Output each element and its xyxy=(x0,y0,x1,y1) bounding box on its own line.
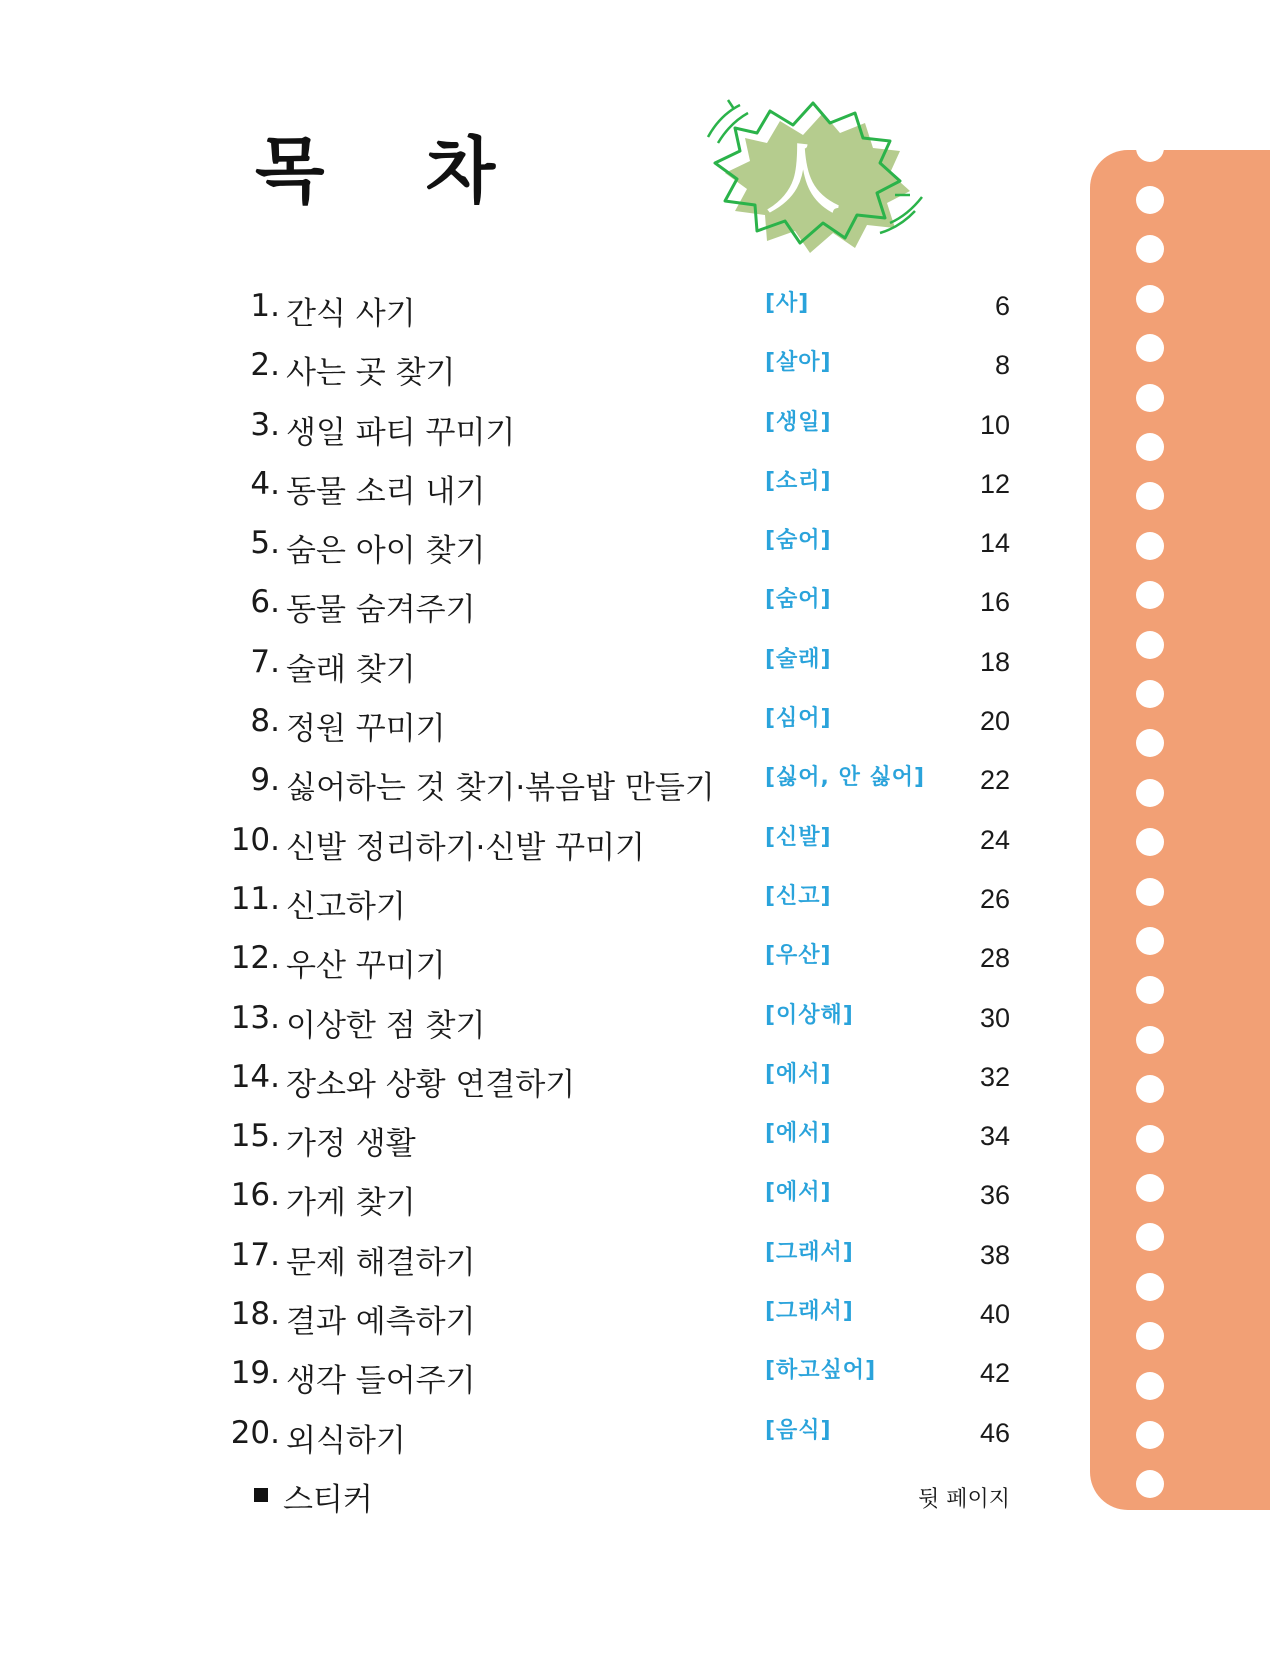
toc-item-title: 결과 예측하기 xyxy=(286,1304,476,1341)
toc-item-tag: [그래서] xyxy=(765,1299,854,1325)
ring-hole-icon xyxy=(1136,1075,1164,1103)
toc-item[interactable] xyxy=(0,1347,1270,1406)
ring-hole-icon xyxy=(1136,1273,1164,1301)
toc-item-number: 17. xyxy=(230,1236,280,1273)
toc-item[interactable] xyxy=(0,1229,1270,1288)
toc-item-number: 10. xyxy=(230,821,280,858)
toc-item-tag: [이상해] xyxy=(765,1002,854,1028)
toc-item-number: 3. xyxy=(250,406,280,443)
toc-item-number: 9. xyxy=(250,762,280,799)
toc-item-page: 46 xyxy=(979,1417,1010,1448)
toc-item-number: 20. xyxy=(230,1414,280,1451)
toc-item-page: 42 xyxy=(979,1358,1010,1389)
sticker-label: 스티커 xyxy=(283,1482,373,1518)
toc-item-number: 8. xyxy=(250,703,280,740)
toc-item-tag: [싫어, 안 싫어] xyxy=(765,765,926,791)
toc-item-page: 22 xyxy=(979,765,1010,796)
toc-item-number: 16. xyxy=(230,1177,280,1214)
ring-hole-icon xyxy=(1136,1125,1164,1153)
toc-item-title: 생일 파티 꾸미기 xyxy=(286,414,516,451)
toc-item-tag: [소리] xyxy=(765,468,832,494)
toc-item-page: 32 xyxy=(979,1061,1010,1092)
ring-hole-icon xyxy=(1136,1421,1164,1449)
toc-item-title: 술래 찾기 xyxy=(286,651,416,688)
toc-item-title: 장소와 상황 연결하기 xyxy=(286,1066,576,1103)
toc-item-tag: [음식] xyxy=(765,1417,832,1443)
toc-item-number: 11. xyxy=(230,880,280,917)
ring-hole-icon xyxy=(1136,828,1164,856)
toc-item-number: 13. xyxy=(230,999,280,1036)
toc-item-page: 8 xyxy=(994,350,1010,381)
toc-item-title: 동물 소리 내기 xyxy=(286,473,486,510)
ring-hole-icon xyxy=(1136,433,1164,461)
toc-item-page: 18 xyxy=(979,646,1010,677)
toc-item[interactable] xyxy=(0,636,1270,695)
toc-item[interactable] xyxy=(0,695,1270,754)
ring-hole-icon xyxy=(1136,1372,1164,1400)
ring-hole-icon xyxy=(1136,186,1164,214)
toc-item-number: 19. xyxy=(230,1355,280,1392)
toc-item-page: 10 xyxy=(979,409,1010,440)
toc-item-title: 외식하기 xyxy=(286,1422,406,1459)
toc-item-page: 6 xyxy=(994,291,1010,321)
toc-item-title: 숨은 아이 찾기 xyxy=(286,533,486,570)
ring-hole-icon xyxy=(1136,482,1164,510)
toc-item-title: 동물 숨겨주기 xyxy=(286,592,476,629)
ring-hole-icon xyxy=(1136,976,1164,1004)
toc-item[interactable] xyxy=(0,1051,1270,1110)
toc-item-number: 2. xyxy=(250,347,280,384)
ring-hole-icon xyxy=(1136,384,1164,412)
ring-hole-icon xyxy=(1136,1174,1164,1202)
toc-item[interactable] xyxy=(0,1407,1270,1466)
ring-hole-icon xyxy=(1136,1026,1164,1054)
toc-item-tag: [에서] xyxy=(765,1121,832,1147)
toc-item[interactable] xyxy=(0,399,1270,458)
toc-item-number: 6. xyxy=(250,584,280,621)
toc-item-title: 생각 들어주기 xyxy=(286,1363,476,1400)
toc-item-page: 20 xyxy=(979,706,1010,737)
toc-item-page: 24 xyxy=(979,824,1010,855)
ring-hole-icon xyxy=(1136,1322,1164,1350)
toc-item-tag: [술래] xyxy=(765,646,832,672)
toc-item-number: 15. xyxy=(230,1118,280,1155)
toc-item[interactable] xyxy=(0,814,1270,873)
page-title: 목 차 xyxy=(255,129,534,213)
sticker-page-ref: 뒷 페이지 xyxy=(917,1487,1010,1512)
toc-item-page: 26 xyxy=(979,883,1010,914)
toc-item-title: 가게 찾기 xyxy=(286,1185,416,1222)
toc-item[interactable] xyxy=(0,992,1270,1051)
ring-hole-icon xyxy=(1136,532,1164,560)
ring-hole-icon xyxy=(1136,779,1164,807)
toc-item[interactable] xyxy=(0,873,1270,932)
toc-item-number: 5. xyxy=(250,525,280,562)
ring-hole-icon xyxy=(1136,1223,1164,1251)
toc-item-title: 신발 정리하기·신발 꾸미기 xyxy=(286,829,645,866)
toc-item-title: 문제 해결하기 xyxy=(286,1244,476,1281)
toc-item-tag: [에서] xyxy=(765,1061,832,1087)
ring-hole-icon xyxy=(1136,729,1164,757)
toc-item-tag: [숨어] xyxy=(765,587,832,613)
toc-item[interactable] xyxy=(0,754,1270,813)
toc-item-page: 36 xyxy=(979,1180,1010,1211)
toc-item-title: 가정 생활 xyxy=(286,1126,416,1163)
toc-item-number: 14. xyxy=(230,1058,280,1095)
toc-item-number: 4. xyxy=(250,465,280,502)
toc-item-tag: [그래서] xyxy=(765,1239,854,1265)
notebook-tab xyxy=(1090,150,1270,1510)
burst-badge-icon xyxy=(700,95,930,255)
toc-item-tag: [하고싶어] xyxy=(765,1358,877,1384)
square-bullet-icon xyxy=(254,1488,268,1502)
toc-item-title: 사는 곳 찾기 xyxy=(286,355,456,392)
toc-item-number: 7. xyxy=(250,643,280,680)
toc-item-page: 16 xyxy=(979,587,1010,618)
ring-hole-icon xyxy=(1136,680,1164,708)
toc-item-tag: [심어] xyxy=(765,706,832,732)
ring-hole-icon xyxy=(1136,927,1164,955)
toc-item-tag: [에서] xyxy=(765,1180,832,1206)
toc-item[interactable] xyxy=(0,576,1270,635)
ring-hole-icon xyxy=(1136,285,1164,313)
ring-holes xyxy=(1136,186,1164,1506)
toc-item-tag: [사] xyxy=(765,291,810,316)
ring-hole-icon xyxy=(1136,235,1164,263)
sticker-entry[interactable] xyxy=(0,1472,1270,1522)
toc-item-tag: [신고] xyxy=(765,883,832,909)
ring-hole-icon xyxy=(1136,878,1164,906)
toc-item-tag: [생일] xyxy=(765,409,832,435)
toc-item[interactable] xyxy=(0,517,1270,576)
toc-item-title: 정원 꾸미기 xyxy=(286,711,446,748)
ring-hole-icon xyxy=(1136,1470,1164,1498)
toc-item-page: 30 xyxy=(979,1002,1010,1033)
badge-letter: 人 xyxy=(766,137,840,223)
toc-item[interactable] xyxy=(0,1110,1270,1169)
toc-item-tag: [우산] xyxy=(765,943,832,969)
toc-item[interactable] xyxy=(0,458,1270,517)
toc-item-page: 34 xyxy=(979,1121,1010,1152)
toc-item-title: 간식 사기 xyxy=(286,296,416,332)
toc-item-page: 40 xyxy=(979,1299,1010,1330)
toc-item[interactable] xyxy=(0,932,1270,991)
toc-item-page: 12 xyxy=(979,468,1010,499)
toc-item-tag: [살아] xyxy=(765,350,832,376)
toc-item-number: 1. xyxy=(250,288,280,324)
toc-item-tag: [숨어] xyxy=(765,528,832,554)
ring-hole-icon xyxy=(1136,334,1164,362)
burst-badge-graphic xyxy=(700,95,930,255)
toc-item-title: 이상한 점 찾기 xyxy=(286,1007,486,1044)
toc-item-page: 14 xyxy=(979,528,1010,559)
ring-hole-icon xyxy=(1136,631,1164,659)
toc-item-title: 우산 꾸미기 xyxy=(286,948,446,985)
toc-item[interactable] xyxy=(0,280,1270,339)
toc-item-title: 신고하기 xyxy=(286,888,406,925)
toc-item-page: 28 xyxy=(979,943,1010,974)
toc-item[interactable] xyxy=(0,339,1270,398)
toc-item-title: 싫어하는 것 찾기·볶음밥 만들기 xyxy=(286,770,715,807)
toc-item-number: 12. xyxy=(230,940,280,977)
ring-hole-icon xyxy=(1136,581,1164,609)
toc-item-tag: [신발] xyxy=(765,824,832,850)
toc-item[interactable] xyxy=(0,1169,1270,1228)
toc-item-page: 38 xyxy=(979,1239,1010,1270)
toc-item-number: 18. xyxy=(230,1296,280,1333)
table-of-contents xyxy=(0,280,1270,1466)
toc-item[interactable] xyxy=(0,1288,1270,1347)
